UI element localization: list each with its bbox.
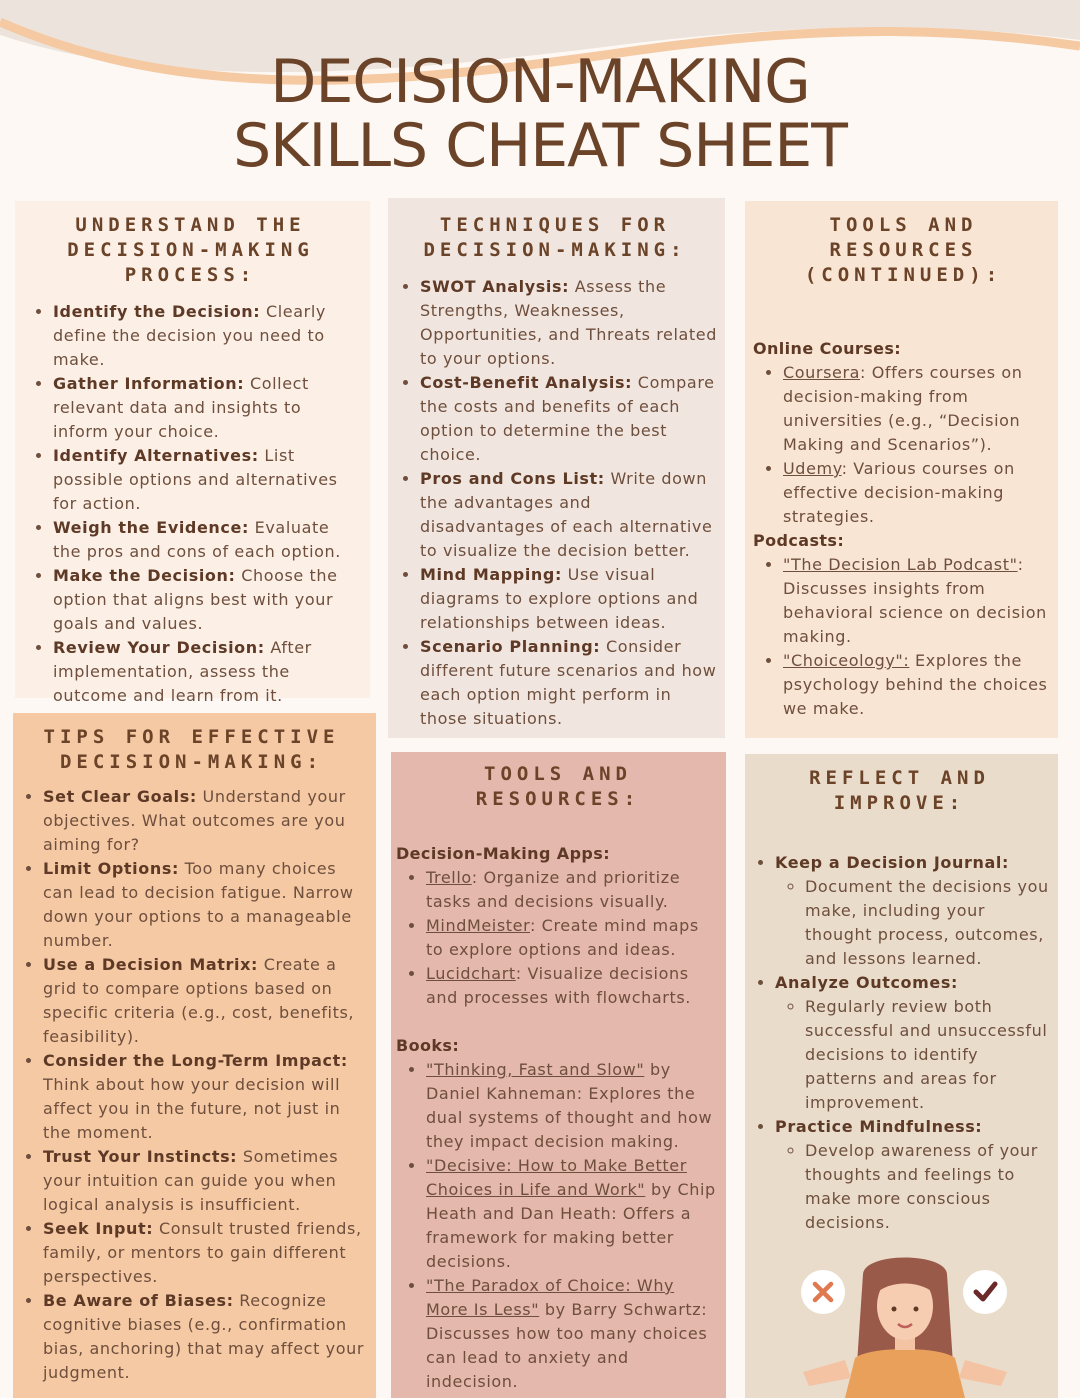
list-item: • Udemy: Various courses on effective decision-making strategies. (783, 457, 1054, 529)
podcasts-label: Podcasts: (753, 531, 845, 550)
list-item: • Pros and Cons List: Write down the advantages and disadvantages of each alternative to visualize the decision better. (420, 467, 720, 563)
podcasts-list (753, 553, 1054, 721)
list-item: • Review Your Decision: After implementation, assess the outcome and learn from it. (53, 636, 358, 708)
process-list (23, 300, 358, 708)
list-item: • Seek Input: Consult trusted friends, family, or mentors to gain different perspectives. (43, 1217, 370, 1289)
list-item: • Make the Decision: Choose the option that aligns best with your goals and values. (53, 564, 358, 636)
apps-list (396, 866, 720, 1010)
process-heading: UNDERSTAND THE DECISION-MAKING PROCESS: (67, 214, 314, 286)
techniques-heading: TECHNIQUES FOR DECISION-MAKING: (423, 214, 687, 261)
list-item: • "Decisive: How to Make Better Choices in Life and Work" by Chip Heath and Dan Heath: Offers a framework for making better decisions. (426, 1154, 720, 1274)
sub-list-item: ◦ Regularly review both successful and unsuccessful decisions to identify patterns and areas for improvement. (805, 995, 1054, 1115)
books-label: Books: (396, 1036, 460, 1055)
title-line-1: DECISION-MAKING (270, 47, 810, 117)
list-item: • Set Clear Goals: Understand your objectives. What outcomes are you aiming for? (43, 785, 370, 857)
check-bubble-icon (963, 1270, 1007, 1314)
list-item: • "Choiceology": Explores the psychology behind the choices we make. (783, 649, 1054, 721)
list-item: • Identify the Decision: Clearly define the decision you need to make. (53, 300, 358, 372)
tools-continued-heading: TOOLS AND RESOURCES (CONTINUED): (804, 214, 1003, 286)
list-item: • "Thinking, Fast and Slow" by Daniel Kahneman: Explores the dual systems of thought and how they impact decision making. (426, 1058, 720, 1154)
list-item: • Be Aware of Biases: Recognize cognitive biases (e.g., confirmation bias, anchoring) that may affect your judgment. (43, 1289, 370, 1385)
list-item: • SWOT Analysis: Assess the Strengths, Weaknesses, Opportunities, and Threats related to your options. (420, 275, 720, 371)
book-link-paradox[interactable]: "The Paradox of Choice: Why More Is Less" (426, 1276, 675, 1319)
lucidchart-link[interactable]: Lucidchart (426, 964, 516, 983)
choiceology-link[interactable]: "Choiceology": (783, 651, 910, 670)
trello-link[interactable]: Trello (426, 868, 472, 887)
list-item: • Mind Mapping: Use visual diagrams to explore options and relationships between ideas. (420, 563, 720, 635)
techniques-list (390, 275, 720, 731)
list-item: • Cost-Benefit Analysis: Compare the costs and benefits of each option to determine the best choice. (420, 371, 720, 467)
tips-list (13, 785, 370, 1385)
online-courses-label: Online Courses: (753, 339, 902, 358)
card-tips (13, 713, 376, 1398)
card-techniques (388, 198, 725, 738)
sub-list-item: ◦ Develop awareness of your thoughts and feelings to make more conscious decisions. (805, 1139, 1054, 1235)
list-item: • Scenario Planning: Consider different future scenarios and how each option might perform in those situations. (420, 635, 720, 731)
list-item: • Limit Options: Too many choices can lead to decision fatigue. Narrow down your options to a manageable number. (43, 857, 370, 953)
card-tools (391, 752, 726, 1398)
list-item: • Lucidchart: Visualize decisions and processes with flowcharts. (426, 962, 720, 1010)
reflect-heading: REFLECT AND IMPROVE: (809, 767, 990, 814)
books-list (396, 1058, 720, 1394)
list-item: • Identify Alternatives: List possible options and alternatives for action. (53, 444, 358, 516)
sub-list-item: ◦ Document the decisions you make, including your thought process, outcomes, and lessons learned. (805, 875, 1054, 971)
list-item: • Use a Decision Matrix: Create a grid to compare options based on specific criteria (e.g., cost, benefits, feasibility). (43, 953, 370, 1049)
list-item: • Gather Information: Collect relevant data and insights to inform your choice. (53, 372, 358, 444)
tools-heading: TOOLS AND RESOURCES: (475, 763, 641, 810)
list-item: • MindMeister: Create mind maps to explore options and ideas. (426, 914, 720, 962)
list-item: • Keep a Decision Journal: ◦ Document the decisions you make, including your thought process, outcomes, and lessons learned. (775, 851, 1054, 971)
list-item: • Practice Mindfulness: ◦ Develop awareness of your thoughts and feelings to make more conscious decisions. (775, 1115, 1054, 1235)
page-title (0, 47, 1080, 181)
decision-lab-podcast-link[interactable]: "The Decision Lab Podcast" (783, 555, 1018, 574)
card-tools-continued (745, 201, 1058, 738)
tips-heading: TIPS FOR EFFECTIVE DECISION-MAKING: (43, 726, 340, 773)
book-link-decisive[interactable]: "Decisive: How to Make Better Choices in Life and Work" (426, 1156, 687, 1199)
mindmeister-link[interactable]: MindMeister (426, 916, 530, 935)
book-link-thinking[interactable]: "Thinking, Fast and Slow" (426, 1060, 645, 1079)
card-reflect (745, 754, 1058, 1398)
list-item: • "The Decision Lab Podcast": Discusses insights from behavioral science on decision making. (783, 553, 1054, 649)
list-item: • Trust Your Instincts: Sometimes your intuition can guide you when logical analysis is insufficient. (43, 1145, 370, 1217)
decision-woman-illustration (795, 1254, 1015, 1398)
list-item: • Analyze Outcomes: ◦ Regularly review both successful and unsuccessful decisions to identify patterns and areas for improvement. (775, 971, 1054, 1115)
coursera-link[interactable]: Coursera (783, 363, 861, 382)
reflect-list (745, 851, 1054, 1235)
title-line-2: SKILLS CHEAT SHEET (233, 111, 847, 181)
list-item: • Trello: Organize and prioritize tasks and decisions visually. (426, 866, 720, 914)
list-item: • Coursera: Offers courses on decision-making from universities (e.g., “Decision Making and Scenarios”). (783, 361, 1054, 457)
card-decision-process (15, 201, 370, 705)
apps-label: Decision-Making Apps: (396, 844, 611, 863)
udemy-link[interactable]: Udemy (783, 459, 842, 478)
list-item: • Weigh the Evidence: Evaluate the pros and cons of each option. (53, 516, 358, 564)
courses-list (753, 361, 1054, 529)
list-item: • Consider the Long-Term Impact: Think about how your decision will affect you in the future, not just in the moment. (43, 1049, 370, 1145)
list-item: • "The Paradox of Choice: Why More Is Less" by Barry Schwartz: Discusses how too many choices can lead to anxiety and indecision. (426, 1274, 720, 1394)
